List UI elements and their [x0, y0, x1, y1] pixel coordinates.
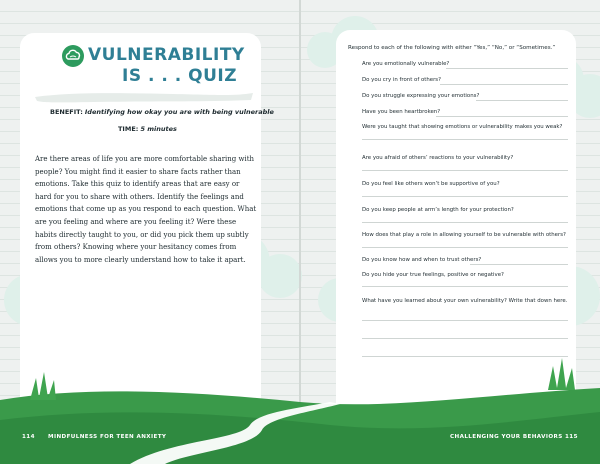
right-running-header: CHALLENGING YOUR BEHAVIORS	[450, 434, 563, 440]
intro-paragraph: Are there areas of life you are more comfortable sharing with people? You might find it easier to share facts rather than emotions. Take this quiz to identify areas that are easy or hard for you to share with others. Identify the feelings and emotions that come up as you respond to each question. What are you feeling and where are you feeling it? Were these habits directly taught to you, or did you pick them up subtly from others? Knowing where your hesitancy comes from allows you to more clearly understand how to take it apart.	[35, 155, 257, 264]
left-running-header: MINDFULNESS FOR TEEN ANXIETY	[48, 434, 167, 440]
page-title-line-2: IS . . . QUIZ	[122, 66, 238, 86]
quiz-instructions: Respond to each of the following with either “Yes,” “No,” or “Sometimes.”	[348, 45, 556, 51]
quiz-question: What have you learned about your own vulnerability? Write that down here.	[362, 298, 568, 304]
quiz-question: How does that play a role in allowing yourself to be vulnerable with others?	[362, 232, 566, 238]
page-title-line-1: VULNERABILITY	[88, 45, 245, 65]
benefit-text: Identifying how okay you are with being vulnerable	[84, 108, 274, 116]
quiz-question: Do you hide your true feelings, positive or negative?	[362, 272, 504, 278]
left-page-number: 114	[22, 434, 35, 440]
quiz-question: Do you struggle expressing your emotions?	[362, 93, 480, 99]
quiz-question: Have you been heartbroken?	[362, 109, 441, 115]
quiz-question: Do you know how and when to trust others?	[362, 257, 482, 263]
benefit-label: BENEFIT:	[50, 108, 83, 116]
quiz-question: Do you feel like others won’t be supportive of you?	[362, 181, 500, 187]
quiz-question: Were you taught that showing emotions or vulnerability makes you weak?	[362, 124, 563, 130]
quiz-question: Are you emotionally vulnerable?	[362, 61, 450, 67]
right-page-number: 115	[565, 434, 578, 440]
quiz-question: Are you afraid of others’ reactions to your vulnerability?	[362, 155, 514, 161]
time-label: TIME:	[118, 125, 139, 133]
quiz-question: Do you cry in front of others?	[362, 77, 441, 83]
time-text: 5 minutes	[140, 125, 177, 133]
quiz-question: Do you keep people at arm’s length for your protection?	[362, 207, 514, 213]
